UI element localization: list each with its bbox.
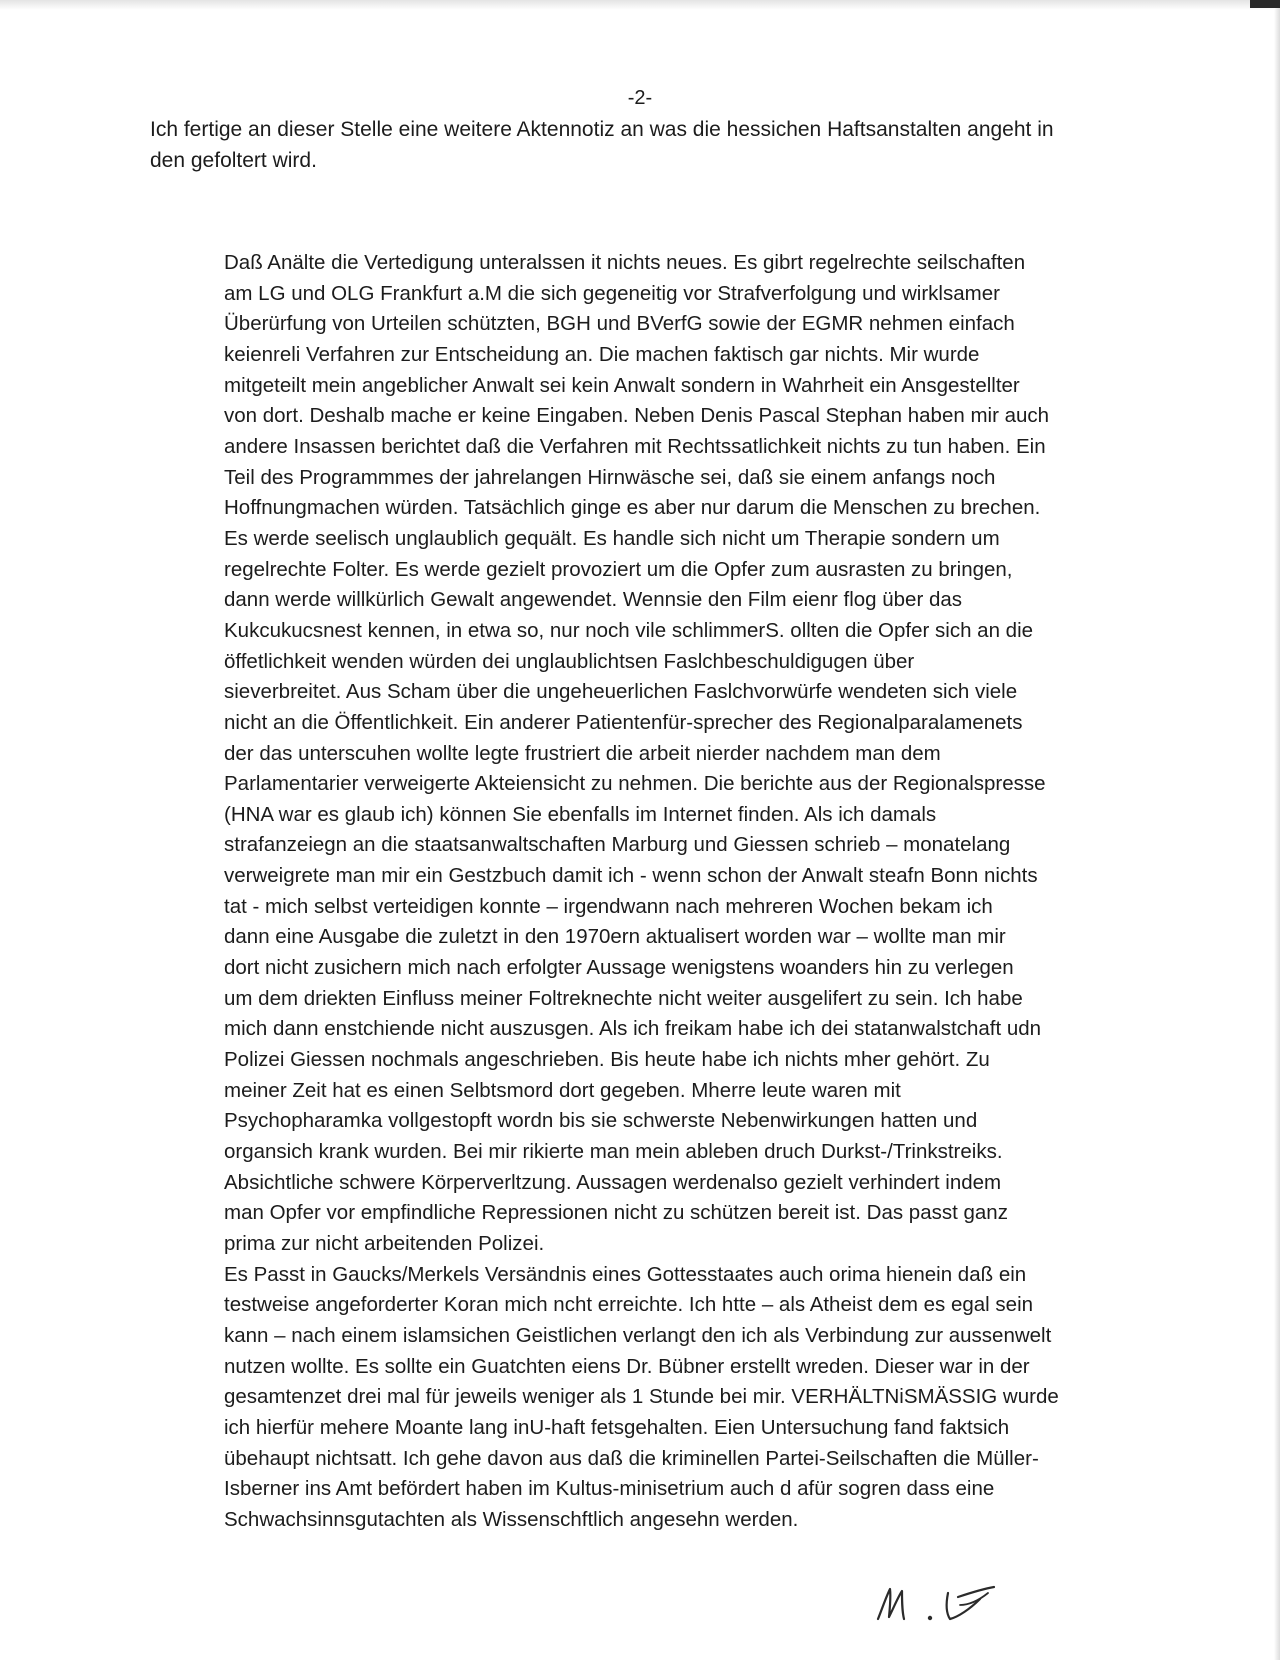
body-text-line: (HNA war es glaub ich) können Sie ebenfalls im Internet finden. Als ich damals xyxy=(224,802,937,826)
body-text-line: Überürfung von Urteilen schützten, BGH und BVerfG sowie der EGMR nehmen einfach xyxy=(224,312,1015,336)
intro-paragraph xyxy=(150,114,1150,176)
body-text-line: der das unterscuhen wollte legte frustriert die arbeit nierder nachdem man dem xyxy=(224,741,941,765)
body-text-line: Psychopharamka vollgestopft wordn bis sie schwerste Nebenwirkungen hatten und xyxy=(224,1109,978,1133)
body-text-line: Schwachsinnsgutachten als Wissenschftlich angesehn werden. xyxy=(224,1507,799,1531)
body-text-line: dann werde willkürlich Gewalt angewendet. Wennsie den Film eienr flog über das xyxy=(224,588,963,612)
body-text-line: dort nicht zusichern mich nach erfolgter Aussage wenigstens woanders hin zu verlegen xyxy=(224,956,1014,980)
body-text-line: nutzen wollte. Es sollte ein Guatchten eiens Dr. Bübner erstellt wreden. Dieser war in der xyxy=(224,1354,1030,1378)
body-text-line: von dort. Deshalb mache er keine Eingaben. Neben Denis Pascal Stephan haben mir auch xyxy=(224,404,1050,428)
body-text-line: Teil des Programmmes der jahrelangen Hirnwäsche sei, daß sie einem anfangs noch xyxy=(224,465,996,489)
body-paragraph xyxy=(224,248,1224,1536)
scan-edge-right xyxy=(1274,0,1280,1660)
body-text-line: Es werde seelisch unglaublich gequält. Es handle sich nicht um Therapie sondern um xyxy=(224,526,1000,550)
body-text-line: dann eine Ausgabe die zuletzt in den 1970ern aktualisert worden war – wollte man mir xyxy=(224,925,1006,949)
page-number: -2- xyxy=(627,87,653,109)
body-text-line: regelrechte Folter. Es werde gezielt provoziert um die Opfer zum ausrasten zu bringen, xyxy=(224,557,1013,581)
body-text-line: Daß Anälte die Vertedigung unteralssen it nichts neues. Es gibrt regelrechte seilschaften xyxy=(224,251,1026,274)
body-text-line: prima zur nicht arbeitenden Polizei. xyxy=(224,1232,545,1255)
body-text-line: meiner Zeit hat es einen Selbtsmord dort gegeben. Mherre leute waren mit xyxy=(224,1078,901,1102)
body-text-line: verweigrete man mir ein Gestzbuch damit ich - wenn schon der Anwalt steafn Bonn nichts xyxy=(224,864,1038,888)
body-text-line: strafanzeiegn an die staatsanwaltschaften Marburg und Giessen schrieb – monatelang xyxy=(224,833,1011,857)
intro-text-line: den gefoltert wird. xyxy=(150,149,317,172)
scan-corner-mark xyxy=(1250,0,1280,8)
body-text-line: man Opfer vor empfindliche Repressionen nicht zu schützen bereit ist. Das passt ganz xyxy=(224,1201,1008,1225)
body-text-line: kann – nach einem islamsichen Geistlichen verlangt den ich als Verbindung zur aussenwelt xyxy=(224,1323,1052,1347)
body-text-line: keienreli Verfahren zur Entscheidung an. Die machen faktisch gar nichts. Mir wurde xyxy=(224,342,980,366)
handwritten-signature-icon xyxy=(860,1575,1060,1635)
body-text-line: ich hierfür mehere Moante lang inU-haft fetsgehalten. Eien Untersuchung fand faktsich xyxy=(224,1415,1010,1439)
body-text-line: mitgeteilt mein angeblicher Anwalt sei kein Anwalt sondern in Wahrheit ein Ansgestellter xyxy=(224,373,1020,397)
body-text-line: Absichtliche schwere Körperverltzung. Aussagen werdenalso gezielt verhindert indem xyxy=(224,1170,1002,1194)
body-text-line: andere Insassen berichtet daß die Verfahren mit Rechtssatlichkeit nichts zu tun haben. Ein xyxy=(224,434,1046,458)
body-text-line: am LG und OLG Frankfurt a.M die sich gegeneitig vor Strafverfolgung und wirklsamer xyxy=(224,281,1000,305)
body-text-line: gesamtenzet drei mal für jeweils weniger als 1 Stunde bei mir. VERHÄLTNiSMÄSSIG wurde xyxy=(224,1385,1059,1409)
scan-edge-top xyxy=(0,0,1280,10)
body-text-line: sieverbreitet. Aus Scham über die ungeheuerlichen Faslchvorwürfe wendeten sich viele xyxy=(224,680,1018,704)
body-text-line: Es Passt in Gaucks/Merkels Versändnis eines Gottesstaates auch orima hienein daß ein xyxy=(224,1262,1027,1286)
body-text-line: Isberner ins Amt befördert haben im Kultus-minisetrium auch d afür sogren dass eine xyxy=(224,1477,995,1501)
body-text-line: um dem driekten Einfluss meiner Foltreknechte nicht weiter ausgelifert zu sein. Ich habe xyxy=(224,986,1023,1010)
body-text-line: tat - mich selbst verteidigen konnte – irgendwann nach mehreren Wochen bekam ich xyxy=(224,894,993,918)
body-text-line: Kukcukucsnest kennen, in etwa so, nur noch vile schlimmerS. ollten die Opfer sich an die xyxy=(224,618,1034,642)
body-text-line: testweise angeforderter Koran mich ncht erreichte. Ich htte – als Atheist dem es egal sein xyxy=(224,1293,1034,1317)
body-text-line: mich dann enstchiende nicht auszusgen. Als ich freikam habe ich dei statanwalstchaft udn xyxy=(224,1017,1042,1041)
body-text-line: Parlamentarier verweigerte Akteiensicht zu nehmen. Die berichte aus der Regionalspresse xyxy=(224,772,1046,796)
body-text-line: Polizei Giessen nochmals angeschrieben. Bis heute habe ich nichts mher gehört. Zu xyxy=(224,1048,990,1072)
intro-text-line: Ich fertige an dieser Stelle eine weitere Aktennotiz an was die hessichen Haftsanstalten angeht in xyxy=(150,118,1054,141)
body-text-line: organsich krank wurden. Bei mir rikierte man mein ableben druch Durkst-/Trinkstreiks. xyxy=(224,1140,1003,1164)
body-text-line: öffetlichkeit wenden würden dei unglaublichtsen Faslchbeschuldigugen über xyxy=(224,649,915,673)
body-text-line: Hoffnungmachen würden. Tatsächlich ginge es aber nur darum die Menschen zu brechen. xyxy=(224,496,1041,520)
body-text-line: nicht an die Öffentlichkeit. Ein anderer Patientenfür-sprecher des Regionalparalamenets xyxy=(224,710,1023,734)
body-text-line: übehaupt nichtsatt. Ich gehe davon aus daß die kriminellen Partei-Seilschaften die Müller- xyxy=(224,1446,1039,1470)
